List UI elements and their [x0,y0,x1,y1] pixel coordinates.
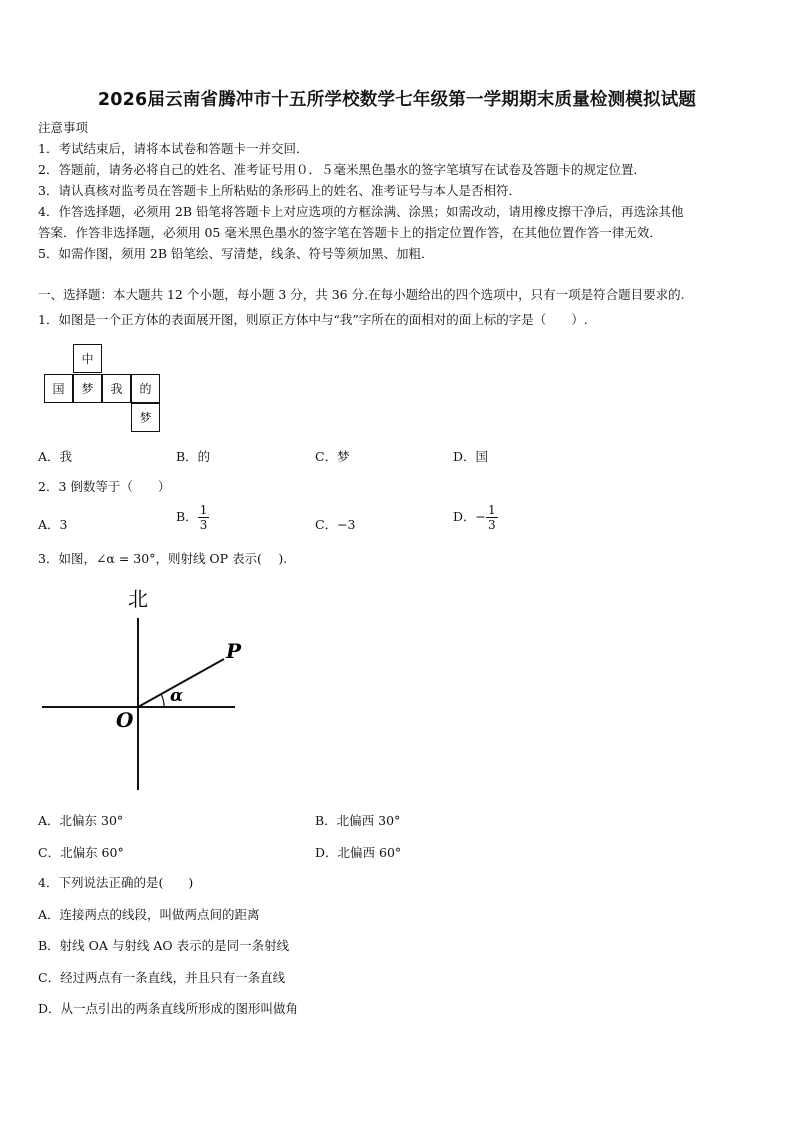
q4-option-d: D．从一点引出的两条直线所形成的图形叫做角 [38,1001,299,1016]
section-heading: 一、选择题：本大题共 12 个小题，每小题 3 分，共 36 分.在每小题给出的四个选项中，只有一项是符合题目要求的. [38,287,685,302]
q2-option-a: A．3 [38,517,68,532]
page-title: 2026届云南省腾冲市十五所学校数学七年级第一学期期末质量检测模拟试题 [97,90,697,110]
net-cell: 中 [73,344,102,373]
option-prefix: D．− [453,509,486,524]
net-cell: 国 [44,374,73,403]
denominator: 3 [199,518,208,532]
direction-diagram [0,580,300,800]
denominator: 3 [488,518,496,532]
net-cell: 梦 [73,374,102,403]
note-item: 5．如需作图，须用 2B 铅笔绘、写清楚，线条、符号等须加黑、加粗． [38,246,434,261]
q1-option-c: C．梦 [315,449,350,464]
q3-option-c: C．北偏东 60° [38,845,124,860]
note-item: 4．作答选择题，必须用 2B 铅笔将答题卡上对应选项的方框涂满、涂黑；如需改动，请用橡皮擦干净后，再选涂其他 [38,204,684,219]
q3-option-d: D．北偏西 60° [315,845,402,860]
cube-net-diagram [44,344,164,434]
note-item: 2．答题前，请务必将自己的姓名、准考证号用０．５毫米黑色墨水的签字笔填写在试卷及答题卡的规定位置． [38,162,646,177]
q2-option-b [176,503,209,532]
q1-stem: 1．如图是一个正方体的表面展开图，则原正方体中与“我”字所在的面相对的面上标的字是（ ）. [38,312,588,327]
q2-option-d [453,503,498,532]
note-item: 3．请认真核对监考员在答题卡上所粘贴的条形码上的姓名、准考证号与本人是否相符． [38,183,521,198]
option-prefix: B． [176,509,198,524]
point-o-label: O [116,708,134,732]
note-item: 答案．作答非选择题，必须用 05 毫米黑色墨水的签字笔在答题卡上的指定位置作答，在其他位置作答一律无效． [38,225,662,240]
q4-option-b: B．射线 OA 与射线 AO 表示的是同一条射线 [38,938,290,953]
angle-arc [161,694,164,707]
net-cell: 我 [102,374,131,403]
q4-option-c: C．经过两点有一条直线，并且只有一条直线 [38,970,286,985]
q1-option-a: A．我 [38,449,73,464]
net-cell: 梦 [131,403,160,432]
notes-heading: 注意事项 [38,120,89,135]
q4-stem: 4．下列说法正确的是( ) [38,875,194,890]
q1-option-d: D．国 [453,449,489,464]
q1-option-b: B．的 [176,449,211,464]
alpha-label: α [170,686,184,706]
q4-option-a: A．连接两点的线段，叫做两点间的距离 [38,907,260,922]
net-cell: 的 [131,374,160,403]
q2-stem: 2．3 倒数等于（ ） [38,479,171,494]
q3-option-b: B．北偏西 30° [315,813,401,828]
numerator: 1 [488,503,496,517]
fraction [198,503,210,532]
point-p-label: P [226,639,242,663]
numerator: 1 [199,503,208,517]
fraction [486,503,498,532]
note-item: 1．考试结束后，请将本试卷和答题卡一并交回． [38,141,309,156]
q3-option-a: A．北偏东 30° [38,813,124,828]
q2-option-c: C．−3 [315,517,356,532]
north-label: 北 [128,587,148,611]
q3-stem: 3．如图，∠α = 30°，则射线 OP 表示( ). [38,551,288,566]
